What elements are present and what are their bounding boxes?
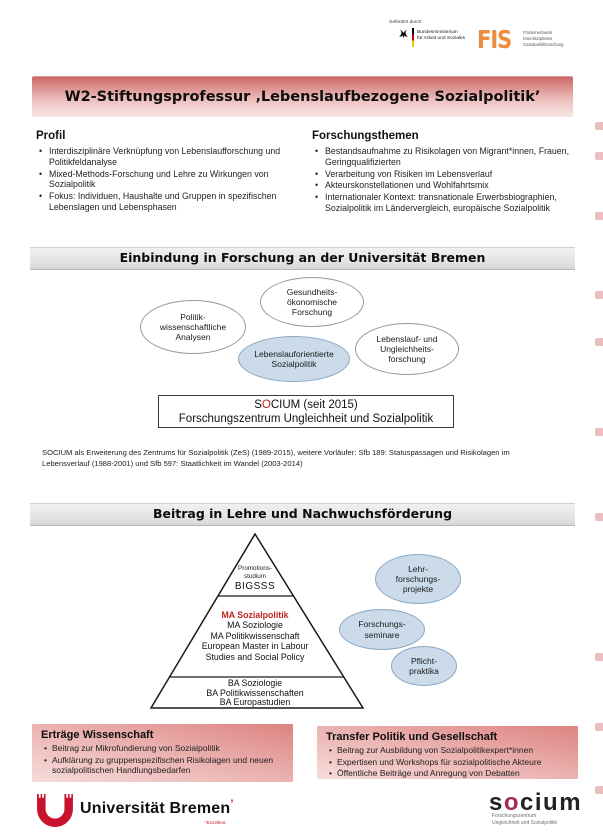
pyramid-ma-highlight: MA Sozialpolitik bbox=[221, 610, 289, 620]
profil-heading: Profil bbox=[36, 130, 66, 142]
pyramid-ma-line: Studies and Social Policy bbox=[205, 651, 305, 662]
bubble-pflichtpraktika bbox=[391, 646, 457, 686]
edge-mark bbox=[595, 513, 603, 521]
edge-mark bbox=[595, 653, 603, 661]
socium-box-line1 bbox=[254, 398, 358, 412]
pyramid-ba-line: BA Politikwissenschaften bbox=[206, 687, 304, 698]
bmas-logo bbox=[398, 28, 465, 47]
edge-mark bbox=[595, 212, 603, 220]
socium-red-o: O bbox=[261, 398, 271, 411]
pyramid-ma-line: MA Politikwissenschaft bbox=[210, 630, 300, 641]
forschungsthemen-bullet: • Bestandsaufnahme zu Risikolagen von Migrant*innen, Frauen, Geringqualifizierten bbox=[312, 146, 574, 168]
ellipse-line: Forschung bbox=[291, 307, 333, 318]
bubble-line: praktika bbox=[409, 666, 439, 676]
ellipse-line: Analysen bbox=[175, 332, 211, 343]
fis-logo-icon: FIS bbox=[477, 25, 512, 54]
profil-bullet: • Interdisziplinäre Verknüpfung von Lebenslaufforschung und Politikfeldanalyse bbox=[36, 146, 292, 168]
section2-header: Beitrag in Lehre und Nachwuchsförderung bbox=[30, 503, 575, 526]
socium-box-line2: Forschungszentrum Ungleichheit und Sozialpolitik bbox=[178, 412, 434, 425]
transfer-list bbox=[326, 745, 569, 779]
uni-bremen-wordmark bbox=[80, 798, 234, 818]
ellipse-line: Lebenslauf- und bbox=[376, 333, 438, 344]
forschungsthemen-list bbox=[312, 146, 574, 215]
ertraege-list bbox=[41, 743, 284, 776]
edge-mark bbox=[595, 291, 603, 299]
bubble-lehrforschungsprojekte bbox=[375, 554, 461, 604]
transfer-bullet: • Beitrag zur Ausbildung von Sozialpolitikexpert*innen bbox=[326, 745, 569, 756]
socium-subtitle bbox=[492, 813, 557, 827]
edge-mark bbox=[595, 723, 603, 731]
transfer-bullet: • Öffentliche Beiträge und Anregung von Debatten bbox=[326, 768, 569, 779]
ellipse-gesundheitsoekonomische-forschung bbox=[260, 277, 364, 327]
bmas-name-line1: Bundesministerium bbox=[417, 30, 458, 35]
pyramid-phd-line1: Promotions- bbox=[238, 565, 272, 572]
socium-box bbox=[158, 395, 454, 428]
fis-name-line2: Interdisziplinäre bbox=[523, 36, 553, 42]
socium-footnote: SOCIUM als Erweiterung des Zentrums für Sozialpolitik (ZeS) (1989-2015), weitere Vorläufer: Sfb 189: Statuspassagen und Risikolagen im Lebensverlauf (1988-2001) und Sfb 597: Staatlichkeit im Wandel (2003-2014) bbox=[42, 448, 510, 468]
fis-name-line3: Sozialpolitikforschung bbox=[523, 42, 564, 48]
bmas-eagle-icon bbox=[398, 28, 409, 39]
socium-letter-s: s bbox=[489, 789, 504, 816]
pyramid-ma-tier bbox=[140, 610, 370, 662]
socium-rest: CIUM (seit 2015) bbox=[270, 398, 358, 411]
ellipse-politikwissenschaftliche-analysen bbox=[140, 300, 246, 354]
pyramid-phd-line2: studium bbox=[243, 573, 267, 580]
uni-bremen-u-icon bbox=[36, 793, 74, 827]
ellipse-line: forschung bbox=[388, 354, 426, 365]
socium-letter-o: o bbox=[503, 789, 521, 816]
ellipse-line: wissenschaftliche bbox=[159, 321, 227, 332]
forschungsthemen-bullet: • Internationaler Kontext: transnationale Erwerbsbiographien, Sozialpolitik im Ländervergleich, europäische Sozialpolitik bbox=[312, 192, 574, 214]
edge-mark bbox=[595, 786, 603, 794]
ertraege-heading: Erträge Wissenschaft bbox=[41, 729, 154, 741]
forschungsthemen-bullet: • Akteurskonstellationen und Wohlfahrtsmix bbox=[312, 180, 574, 191]
ellipse-lebenslauf-ungleichheitsforschung bbox=[355, 323, 459, 375]
forschungsthemen-bullet: • Verarbeitung von Risiken im Lebensverlauf bbox=[312, 169, 574, 180]
pyramid-phd-label: BIGSSS bbox=[234, 581, 276, 592]
ertraege-box bbox=[32, 724, 293, 782]
ertraege-bullet: • Aufklärung zu gruppenspezifischen Risikolagen und neuen sozialpolitischen Handlungsbedarfen bbox=[41, 755, 284, 776]
uni-bremen-name: Universität Bremen bbox=[80, 800, 231, 817]
funded-by-label: Gefördert durch: bbox=[389, 19, 423, 24]
ellipse-line: ökonomische bbox=[286, 296, 338, 307]
transfer-heading: Transfer Politik und Gesellschaft bbox=[326, 731, 498, 743]
ertraege-bullet: • Beitrag zur Mikrofundierung von Sozialpolitik bbox=[41, 743, 284, 754]
profil-bullet: • Mixed-Methods-Forschung und Lehre zu Wirkungen von Sozialpolitik bbox=[36, 169, 292, 191]
ellipse-line: Sozialpolitik bbox=[271, 359, 317, 369]
forschungsthemen-heading: Forschungsthemen bbox=[312, 130, 419, 142]
bubble-line: projekte bbox=[402, 584, 434, 595]
ellipse-line: Politik- bbox=[180, 311, 206, 322]
bubble-forschungsseminare bbox=[339, 609, 425, 650]
profil-bullet: • Fokus: Individuen, Haushalte und Gruppen in spezifischen Lebenslagen und Lebensphasen bbox=[36, 191, 292, 213]
ellipse-lebenslauforientierte-sozialpolitik bbox=[238, 336, 350, 382]
edge-mark bbox=[595, 152, 603, 160]
ellipse-line: Ungleichheits- bbox=[380, 343, 434, 354]
socium-subtitle-line2: Ungleichheit und Sozialpolitik bbox=[492, 819, 558, 826]
bubble-line: Pflicht- bbox=[411, 655, 437, 666]
socium-s: S bbox=[254, 398, 262, 411]
pyramid-ma-line: European Master in Labour bbox=[201, 641, 309, 652]
pyramid-ba-line: BA Soziologie bbox=[227, 678, 283, 688]
bmas-name-line2: für Arbeit und Soziales bbox=[417, 36, 465, 42]
socium-letters-rest: cium bbox=[520, 789, 583, 816]
title-banner: W2-Stiftungsprofessur ‚Lebenslaufbezogene Sozialpolitik’ bbox=[32, 76, 573, 117]
pyramid-ba-line: BA Europastudien bbox=[219, 697, 291, 708]
edge-mark bbox=[595, 122, 603, 130]
section1-header: Einbindung in Forschung an der Universität Bremen bbox=[30, 247, 575, 270]
bubble-line: Lehr- bbox=[408, 563, 428, 574]
bmas-flag-bar-icon bbox=[412, 28, 414, 47]
bubble-line: seminare bbox=[364, 629, 400, 640]
pyramid-ba-tier bbox=[140, 679, 370, 708]
fis-name-line1: Fördernetzwerk bbox=[523, 30, 553, 35]
ellipse-line: Gesundheits- bbox=[286, 286, 338, 297]
uni-bremen-excellence-mark: ’ bbox=[230, 798, 234, 810]
transfer-bullet: • Expertisen und Workshops für sozialpolitische Akteure bbox=[326, 757, 569, 768]
pyramid-diagram bbox=[140, 528, 370, 713]
edge-mark bbox=[595, 428, 603, 436]
transfer-box bbox=[317, 726, 578, 779]
profil-list bbox=[36, 146, 292, 214]
uni-bremen-excellence-label: *Exzellent. bbox=[205, 820, 227, 825]
ellipse-line: Lebenslauforientierte bbox=[254, 348, 334, 359]
bmas-name bbox=[417, 28, 465, 42]
fis-name bbox=[523, 30, 564, 48]
socium-subtitle-line1: Forschungszentrum bbox=[492, 813, 537, 819]
pyramid-ma-line: MA Soziologie bbox=[227, 620, 283, 631]
bubble-line: forschungs- bbox=[395, 573, 441, 584]
edge-mark bbox=[595, 338, 603, 346]
bubble-line: Forschungs- bbox=[358, 619, 406, 630]
